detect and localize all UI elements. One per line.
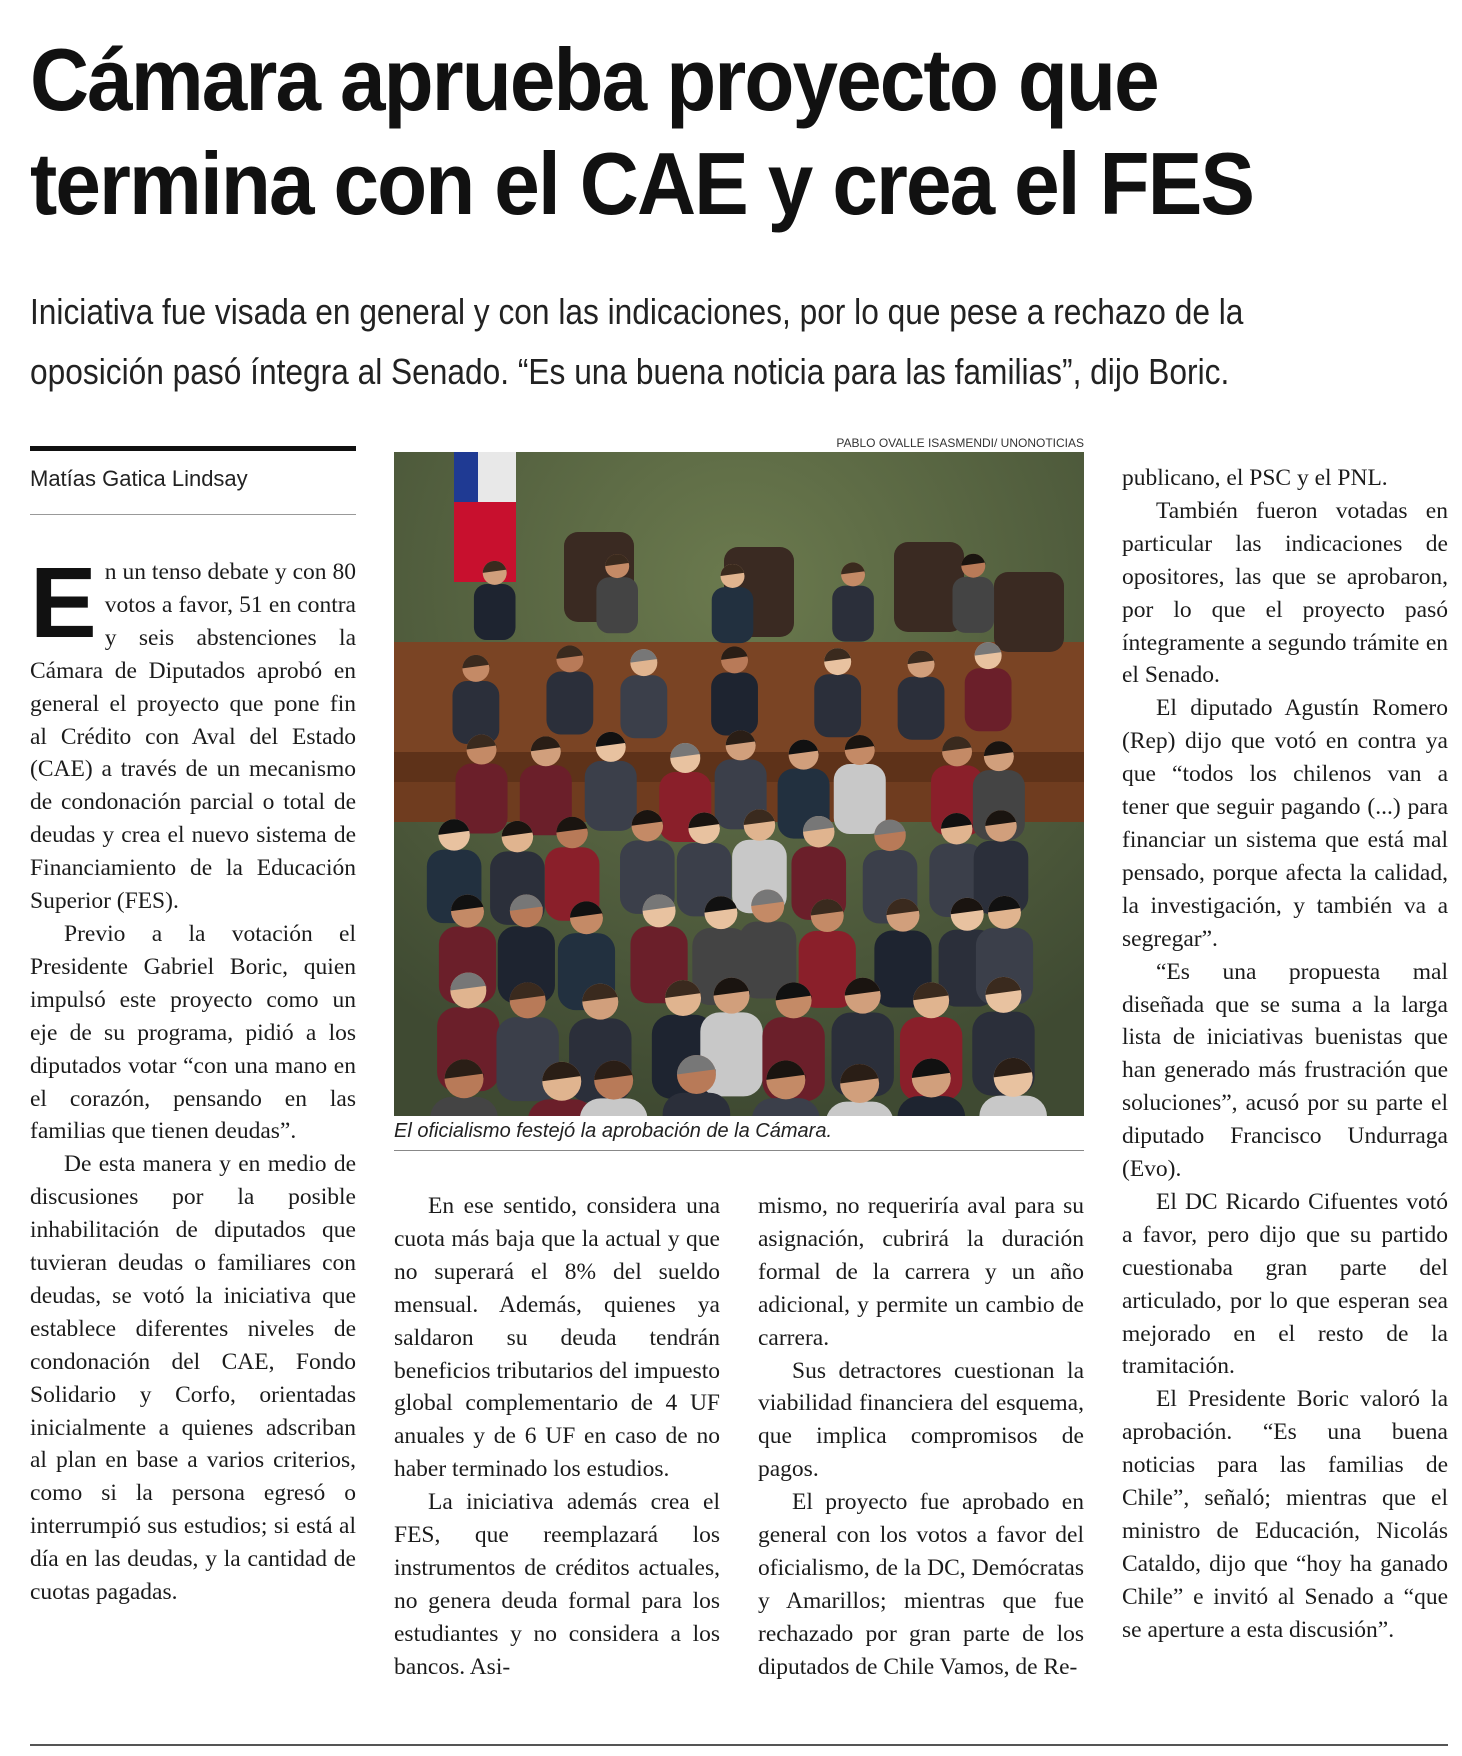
article-paragraph: Sus detractores cuestionan la viabilidad financiera del esquema, que implica compromisos de pagos. bbox=[758, 1357, 1084, 1483]
headline-line-1: Cámara aprueba proyecto que bbox=[30, 30, 1158, 129]
article-column-2 bbox=[394, 1190, 720, 1684]
deck-line-2: oposición pasó íntegra al Senado. “Es una buena noticia para las familias”, dijo Boric. bbox=[30, 351, 1230, 392]
byline-rule-top bbox=[30, 446, 356, 451]
article-paragraph: El diputado Agustín Romero (Rep) dijo que votó en contra ya que “todos los chilenos van a tener que seguir pagando (...) para financiar un sistema que está mal pensado, porque afecta la calidad, la investigación, y también va a segregar”. bbox=[1122, 695, 1448, 952]
article-paragraph bbox=[30, 547, 356, 918]
drop-cap: E bbox=[30, 547, 97, 659]
person-body bbox=[952, 577, 994, 633]
article-paragraph: publicano, el PSC y el PNL. bbox=[1122, 465, 1388, 491]
headline-line-2: termina con el CAE y crea el FES bbox=[30, 134, 1254, 233]
article-paragraph: “Es una propuesta mal diseñada que se suma a la larga lista de iniciativas buenistas que han generado más frustración que soluciones”, acusó por su parte el diputado Francisco Undurraga (Evo). bbox=[1122, 958, 1448, 1183]
person-body bbox=[898, 1096, 966, 1116]
person-body bbox=[814, 674, 861, 737]
person-body bbox=[979, 1096, 1047, 1116]
photo-credit: PABLO OVALLE ISASMENDI/ UNONOTICIAS bbox=[836, 436, 1084, 450]
article-paragraph: La iniciativa además crea el FES, que reemplazará los instrumentos de créditos actuales, no genera deuda formal para los estudiantes y no considera a los bancos. Asi- bbox=[394, 1489, 720, 1680]
article-column-4 bbox=[1122, 462, 1448, 1647]
article-paragraph: De esta manera y en medio de discusiones por la posible inhabilitación de diputados que tuvieran deudas o familiares con deudas, se votó la iniciativa que establece diferentes niveles de condonación del CAE, Fondo Solidario y Corfo, orientadas inicialmente a quienes adscriban al plan en base a varios criterios, como si la persona egresó o interrumpió sus estudios; si está al día en las deudas, y la cantidad de cuotas pagadas. bbox=[30, 1151, 356, 1606]
article-paragraph: El DC Ricardo Cifuentes votó a favor, pero dijo que su partido cuestionaba gran parte del articulado, por lo que esperan sea mejorado en el resto de la tramitación. bbox=[1122, 1188, 1448, 1380]
deck bbox=[30, 282, 1262, 402]
person-body bbox=[832, 586, 874, 642]
caption-rule bbox=[394, 1150, 1084, 1151]
article-paragraph: En ese sentido, considera una cuota más baja que la actual y que no superará el 8% del sueldo mensual. Además, quienes ya saldaron su deuda tendrán beneficios tributarios del impuesto global complementario de 4 UF anuales y de 6 UF en caso de no haber terminado los estudios. bbox=[394, 1193, 720, 1483]
article-paragraph: mismo, no requeriría aval para su asignación, cubrirá la duración formal de la carrera y un año adicional, y permite un cambio de carrera. bbox=[758, 1193, 1084, 1351]
byline: Matías Gatica Lindsay bbox=[30, 466, 248, 491]
person-body bbox=[898, 677, 945, 740]
person-body bbox=[452, 681, 499, 744]
person-body bbox=[965, 668, 1012, 731]
article-paragraph: El Presidente Boric valoró la aprobación. “Es una buena noticias para las familias de Chile”, señaló; mientras que el ministro de Educación, Nicolás Cataldo, dijo que “hoy ha ganado Chile” e invitó al Senado a “que se aperture a esta discusión”. bbox=[1122, 1386, 1448, 1643]
person-body bbox=[712, 587, 754, 643]
person-body bbox=[474, 584, 516, 640]
bottom-rule bbox=[30, 1744, 1448, 1746]
deck-line-1: Iniciativa fue visada en general y con las indicaciones, por lo que pese a rechazo de la bbox=[30, 291, 1244, 332]
person-body bbox=[620, 675, 667, 738]
article-column-1 bbox=[30, 547, 356, 1609]
person-body bbox=[834, 764, 886, 834]
person-body bbox=[546, 672, 593, 735]
person-body bbox=[663, 1093, 731, 1116]
chamber-photo-illustration bbox=[394, 452, 1084, 1116]
photo-caption: El oficialismo festejó la aprobación de la Cámara. bbox=[394, 1120, 832, 1142]
person-body bbox=[585, 761, 637, 831]
article-paragraph: También fueron votadas en particular las indicaciones de opositores, las que se aprobaron, por lo que el proyecto pasó íntegramente a segundo trámite en el Senado. bbox=[1122, 497, 1448, 689]
article-paragraph: El proyecto fue aprobado en general con los votos a favor del oficialismo, de la DC, Demócratas y Amarillos; mientras que fue rechazado por gran parte de los diputados de Chile Vamos, de Re- bbox=[758, 1489, 1084, 1680]
byline-rule-bottom bbox=[30, 514, 356, 515]
paragraph-text: n un tenso debate y con 80 votos a favor, 51 en contra y seis abstenciones la Cámara de Diputados aprobó en general el proyecto que pone fin al Crédito con Aval del Estado (CAE) a través de un mecanismo de condonación parcial o total de deudas y crea el nuevo sistema de Financiamiento de la Educación Superior (FES). bbox=[30, 559, 356, 915]
headline bbox=[30, 28, 1341, 236]
person-body bbox=[596, 577, 638, 633]
person-body bbox=[711, 673, 758, 736]
article-paragraph: Previo a la votación el Presidente Gabriel Boric, quien impulsó este proyecto como un eje de su programa, pidió a los diputados votar “con una mano en el corazón, pensando en las familias que tienen deudas”. bbox=[30, 920, 356, 1145]
chilean-flag-icon bbox=[454, 452, 516, 582]
article-photo bbox=[394, 452, 1084, 1116]
article-column-3 bbox=[758, 1190, 1084, 1684]
